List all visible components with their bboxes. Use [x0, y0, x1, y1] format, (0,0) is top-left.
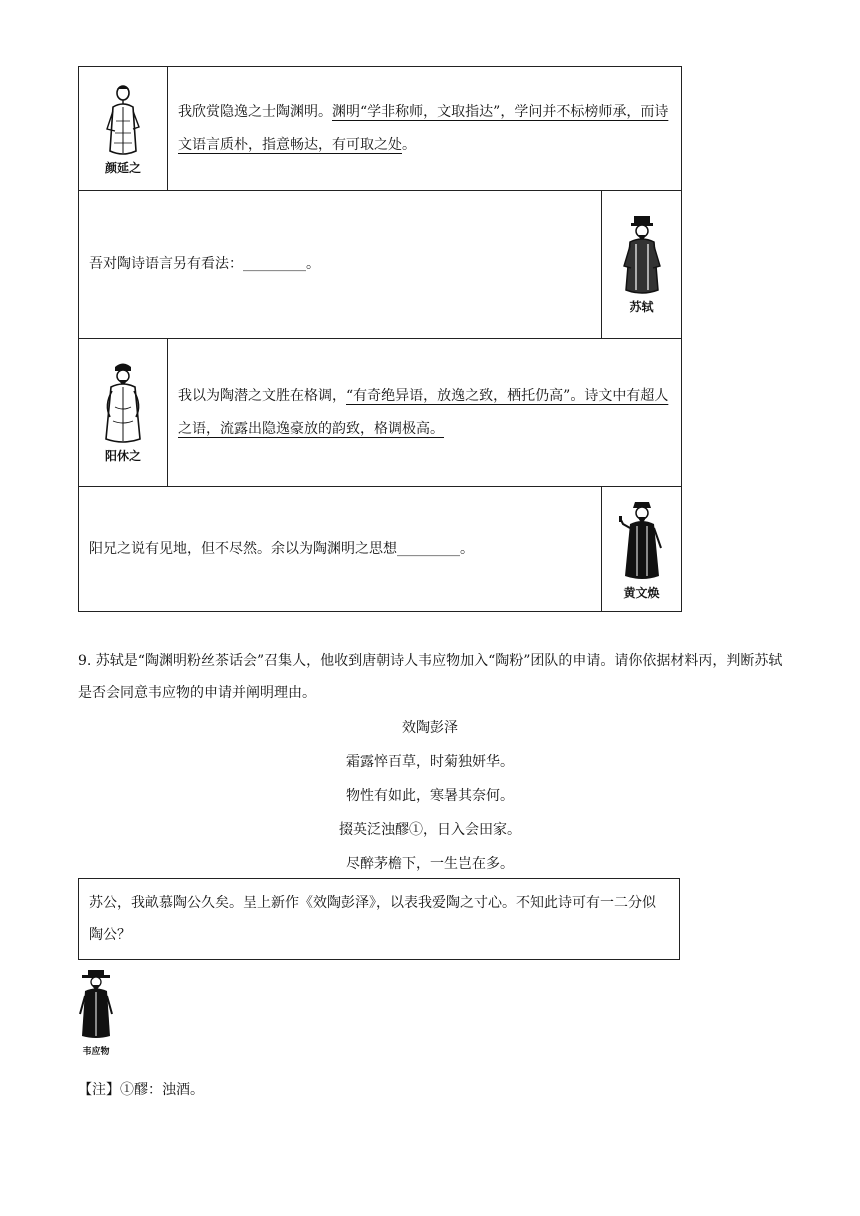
opinion-plain: 我欣赏隐逸之士陶渊明。	[178, 103, 332, 120]
poem	[260, 714, 600, 884]
figure-cell	[601, 487, 681, 611]
scholar-figure-icon	[103, 81, 143, 157]
opinion-text	[168, 339, 681, 486]
opinion-underlined: “有奇绝异语，放逸之致，栖托仍高”。诗文中有超人之语，流露出隐逸豪放的韵致，格调极高。	[178, 387, 669, 437]
table-row	[79, 487, 681, 611]
figure-name: 颜延之	[104, 161, 141, 175]
letter-text: 苏公，我畝慕陶公久矣。呈上新作《效陶彭泽》，以表我爱陶之寸心。不知此诗可有一二分似陶公？	[89, 895, 656, 943]
poem-line: 掇英泛浊醪①，日入会田家。	[339, 822, 521, 838]
figure-cell	[79, 339, 168, 486]
table-row	[79, 191, 681, 339]
figure-cell	[79, 67, 168, 190]
opinion-underlined: 渊明“学非称师，文取指达”，学问并不标榜师承，而诗文语言质朴，指意畅达，有可取之处	[178, 103, 669, 153]
opinion-plain: 阳兄之说有见地，但不尽然。余以为陶渊明之思想_________。	[89, 540, 474, 557]
scholar-figure-icon	[102, 361, 144, 445]
scholar-figure-icon	[619, 498, 665, 582]
opinion-text	[168, 67, 681, 190]
figure-name: 韦应物	[82, 1047, 110, 1057]
figure-cell	[601, 191, 681, 338]
table-row	[79, 339, 681, 487]
opinion-end: 。	[402, 136, 416, 153]
opinion-text	[79, 191, 601, 338]
scholar-figure-icon	[621, 214, 663, 296]
footnote: 【注】①醪：浊酒。	[78, 1082, 204, 1098]
figure-name: 苏轼	[629, 300, 654, 314]
poem-line: 霜露悴百草，时菊独妍华。	[346, 754, 514, 770]
figure-name: 黄文焕	[623, 585, 660, 600]
table-row	[79, 67, 681, 191]
scholar-figure-icon	[78, 968, 114, 1040]
figure-name: 阳休之	[104, 449, 141, 463]
question-9: 9. 苏轼是“陶渊明粉丝茶话会”召集人，他收到唐朝诗人韦应物加入“陶粉”团队的申请。请你依据材料丙，判断苏轼是否会同意韦应物的申请并阐明理由。	[78, 653, 783, 701]
poem-line: 物性有如此，寒暑其奈何。	[346, 788, 514, 804]
poem-title: 效陶彭泽	[402, 720, 458, 736]
opinion-plain: 吾对陶诗语言另有看法：_________。	[89, 256, 320, 272]
poem-line: 尽醉茅檐下，一生岂在多。	[346, 856, 514, 872]
sender-figure	[76, 968, 116, 1057]
opinion-table	[78, 66, 682, 612]
letter-box	[78, 878, 680, 960]
opinion-plain: 我以为陶潜之文胜在格调，	[178, 387, 346, 404]
opinion-text	[79, 487, 601, 611]
